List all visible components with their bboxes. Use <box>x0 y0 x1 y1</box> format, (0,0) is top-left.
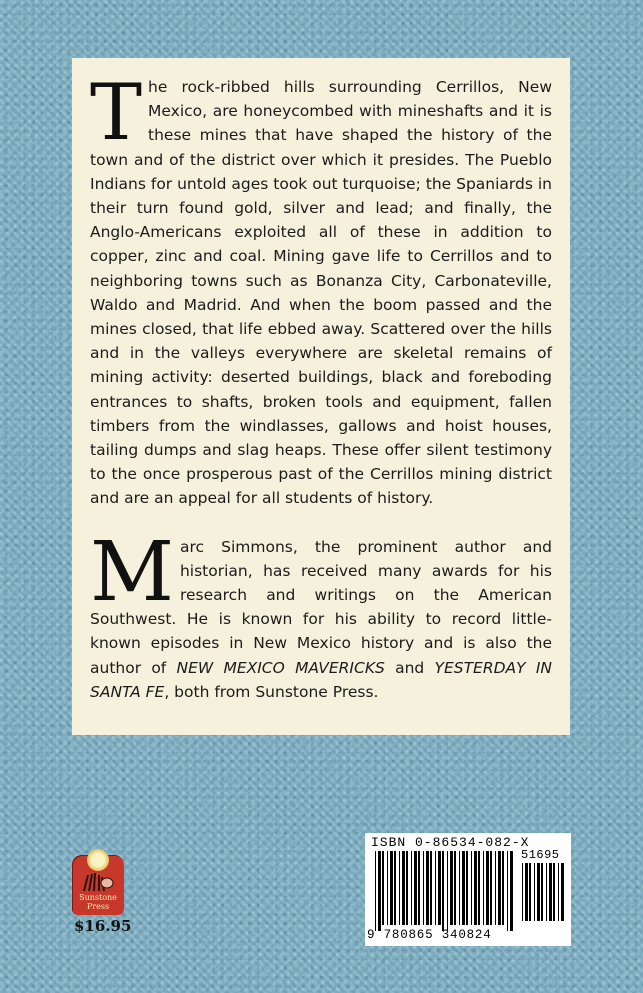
sunburst-icon <box>80 869 116 893</box>
dropcap-m: M <box>90 524 174 620</box>
description-paragraph <box>90 68 552 511</box>
ean-digits-text: 9 780865 340824 <box>367 928 492 942</box>
price-code-text: 51695 <box>521 848 560 862</box>
book-title-santa-fe: YESTERDAY IN SANTA FE <box>90 658 553 701</box>
price-label: $16.95 <box>74 917 132 935</box>
author-bio-text-c: , both from Sunstone Press. <box>164 682 379 701</box>
barcode <box>365 833 571 946</box>
author-bio-text-b: and <box>384 658 435 677</box>
publisher-name-line1: Sunstone <box>79 893 117 902</box>
description-text: he rock-ribbed hills surrounding Cerrillos, New Mexico, are honeycombed with mineshafts and it is these mines that have shaped the history of the town and of the district over which it presides. The Pueblo Indians for untold ages took out turquoise; the Spaniards in their turn found gold, silver and lead; and finally, the Anglo-Americans exploited all of these in addition to copper, zinc and coal. Mining gave life to Cerrillos and to neighboring towns such as Bonanza City, Carbonateville, Waldo and Madrid. And when the boom passed and the mines closed, that life ebbed away. Scattered over the hills and in the valleys everywhere are skeletal remains of mining activity: deserted buildings, black and foreboding entrances to shafts, broken tools and equipment, fallen timbers from the windlasses, gallows and hoist houses, tailing dumps and slag heaps. These offer silent testimony to the once prosperous past of the Cerrillos mining district and are an appeal for all students of history. <box>90 78 552 508</box>
back-cover-text-panel <box>72 58 570 735</box>
ean-barcode-bars <box>375 851 515 931</box>
dropcap-t: T <box>90 68 143 158</box>
sun-icon <box>87 849 109 871</box>
author-bio-text-a: arc Simmons, the prominent author and historian, has received many awards for his research and writings on the American Southwest. He is known for his ability to record little-known episodes in New Mexico history and is also the author of <box>90 537 552 677</box>
isbn-text: ISBN 0-86534-082-X <box>371 835 530 850</box>
publisher-logo <box>72 855 124 915</box>
author-bio-paragraph <box>90 524 553 704</box>
publisher-name-line2: Press <box>86 902 110 911</box>
book-title-mavericks: NEW MEXICO MAVERICKS <box>176 658 385 677</box>
addon-barcode-bars <box>522 863 566 931</box>
blurb <box>90 68 553 704</box>
